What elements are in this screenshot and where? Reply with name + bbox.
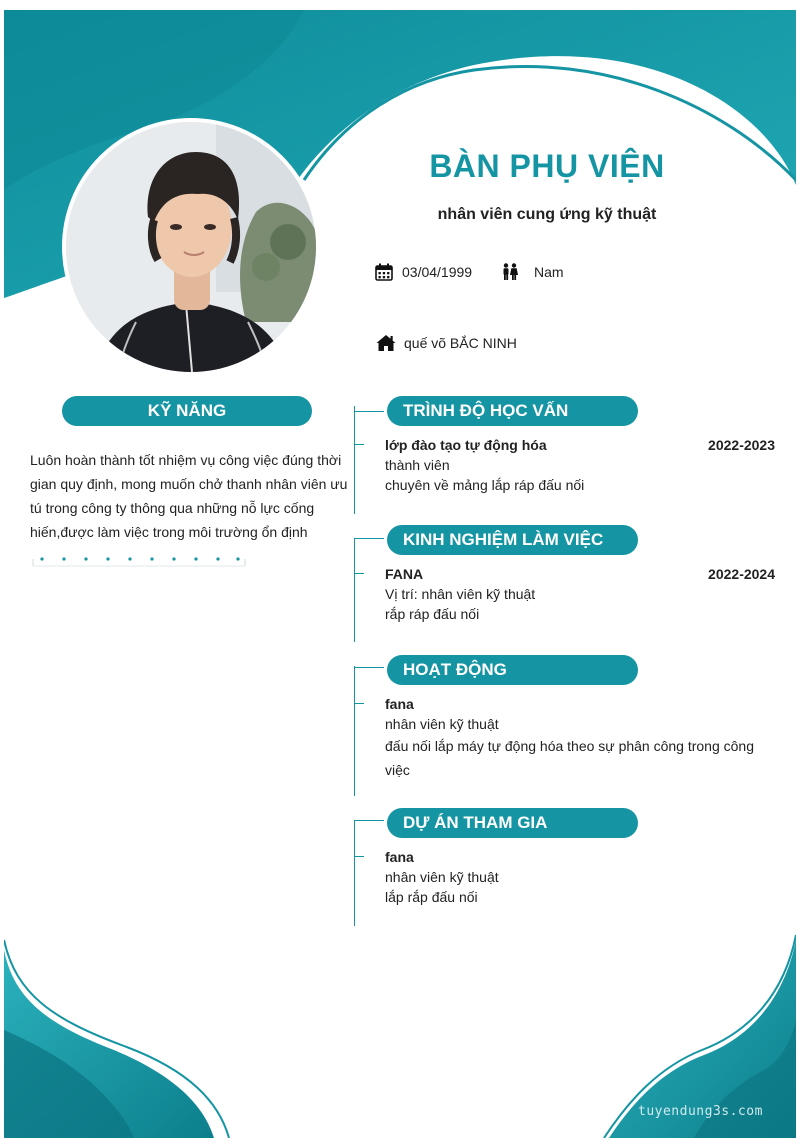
entry-title: FANA xyxy=(385,566,424,582)
timeline-line xyxy=(354,820,355,926)
entry-role: Vị trí: nhân viên kỹ thuật xyxy=(385,586,536,602)
job-title: nhân viên cung ứng kỹ thuật xyxy=(437,206,657,223)
gender-info xyxy=(500,262,564,282)
candidate-name: BÀN PHỤ VIỆN xyxy=(429,148,665,184)
cv-page xyxy=(4,10,796,1138)
projects-entry xyxy=(385,847,775,907)
activities-entry xyxy=(385,694,775,782)
home-icon xyxy=(376,333,396,353)
entry-title: fana xyxy=(385,849,414,865)
experience-heading: KINH NGHIỆM LÀM VIỆC xyxy=(387,525,638,555)
timeline-stub xyxy=(354,820,384,821)
entry-role: thành viên xyxy=(385,457,450,473)
entry-title: lớp đào tạo tự động hóa xyxy=(385,437,547,453)
timeline-stub xyxy=(354,703,364,704)
entry-period: 2022-2023 xyxy=(708,437,775,453)
timeline-line xyxy=(354,666,355,796)
education-entry xyxy=(385,435,775,495)
experience-entry xyxy=(385,564,775,624)
watermark: tuyendung3s.com xyxy=(638,1104,763,1119)
skills-text: Luôn hoàn thành tốt nhiệm vụ công việc đúng thời gian quy định, mong muốn chở thanh nhân viên ưu tú trong công ty thông qua những nỗ lực cống hiến,được làm việc trong môi trường ổn định xyxy=(30,452,348,540)
timeline-stub xyxy=(354,573,364,574)
gender-icon xyxy=(500,262,520,282)
timeline-line xyxy=(354,406,355,514)
address-info xyxy=(376,333,517,353)
timeline-stub xyxy=(354,667,384,668)
skill-level-bar xyxy=(32,556,246,570)
entry-description: rắp ráp đấu nối xyxy=(385,606,480,622)
education-heading: TRÌNH ĐỘ HỌC VẤN xyxy=(387,396,638,426)
entry-role: nhân viên kỹ thuật xyxy=(385,869,499,885)
birthday-info xyxy=(374,262,472,282)
timeline-line xyxy=(354,538,355,642)
activities-heading: HOẠT ĐỘNG xyxy=(387,655,638,685)
entry-description: lắp rắp đấu nối xyxy=(385,889,478,905)
projects-heading: DỰ ÁN THAM GIA xyxy=(387,808,638,838)
gender-value: Nam xyxy=(534,264,564,280)
timeline-stub xyxy=(354,856,364,857)
address-value: quế võ BẮC NINH xyxy=(404,335,517,351)
entry-description: đấu nối lắp máy tự động hóa theo sự phân công trong công việc xyxy=(385,738,755,778)
timeline-stub xyxy=(354,444,364,445)
entry-description: chuyên về mảng lắp ráp đấu nối xyxy=(385,477,585,493)
entry-role: nhân viên kỹ thuật xyxy=(385,716,499,732)
timeline-stub xyxy=(354,411,384,412)
calendar-icon xyxy=(374,262,394,282)
profile-photo xyxy=(62,118,320,376)
entry-period: 2022-2024 xyxy=(708,566,775,582)
entry-title: fana xyxy=(385,696,414,712)
birthday-value: 03/04/1999 xyxy=(402,264,473,280)
timeline-stub xyxy=(354,538,384,539)
skills-heading: KỸ NĂNG xyxy=(62,396,312,426)
